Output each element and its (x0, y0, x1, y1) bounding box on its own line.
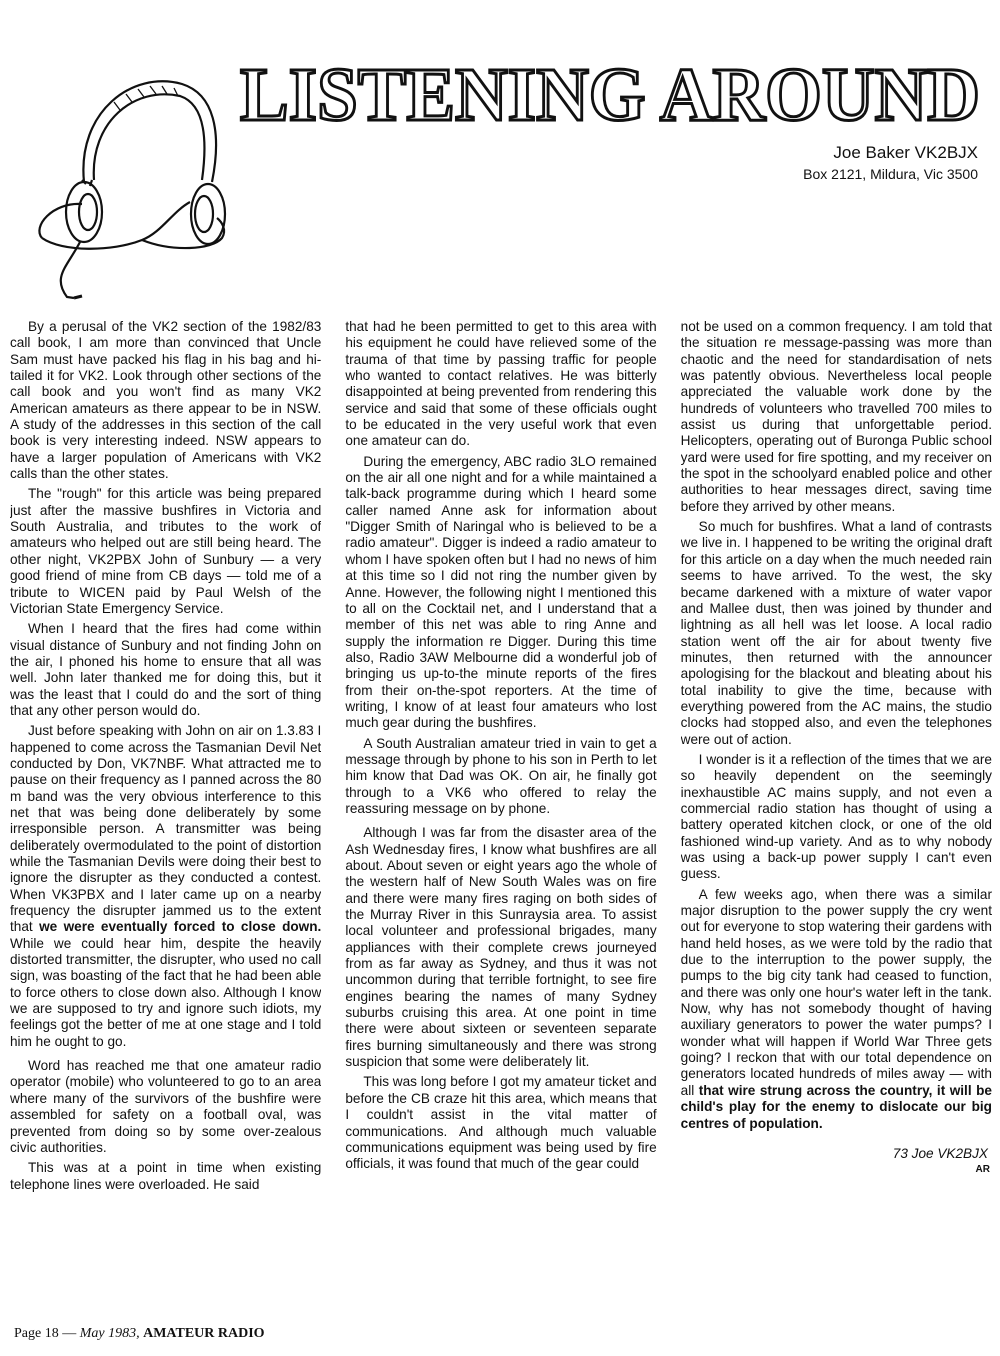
emphasis-text: that wire strung across the country, it will be child's play for the enemy to dislocate our big centres of population. (680, 1082, 992, 1131)
paragraph: So much for bushfires. What a land of contrasts we live in. I happened to be writing the original draft for this article on a day when the much needed rain seems to have arrived. To the west, the sky became darkened with a mixture of water vapor and Mallee dust, then was joined by thunder and lightning as all hell was let loose. A local radio station went off the air for about twenty five minutes, then returned with the announcer apologising for the blackout and bleating about his total inability to give the time, because with everything powered from the AC mains, the studio clocks had stopped also, and even the telephones were out of action. (680, 519, 992, 747)
emphasis-text: we were eventually forced to close down. (39, 919, 322, 935)
paragraph: not be used on a common frequency. I am told that the situation re message-passing was more than chaotic and the need for standardisation of nets was patently obvious. Nevertheless local people appreciated the valuable work done by the hundreds of volunteers who travelled 700 miles to assist us during that unforgettable period. Helicopters, operating out of Buronga Public school yard were used for fire spotting, and my receiver on the spot in the schoolyard enabled police and other authorities to hear messages direct, saving time before they arrived by other means. (680, 319, 992, 514)
column-2 (345, 319, 656, 1309)
page-title (230, 50, 990, 140)
paragraph: This was at a point in time when existing telephone lines were overloaded. He said (10, 1160, 322, 1192)
paragraph: I wonder is it a reflection of the times that we are so heavily dependent on the seemingly inexhaustible AC mains supply, and not even a commercial radio station has thought of using a battery operated kitchen clock, or one of the old fashioned wind-up variety. And as to why nobody was using a back-up power supply I can't even guess. (680, 751, 992, 882)
paragraph: This was long before I got my amateur ticket and before the CB craze hit this area, which means that I couldn't assist in the vital matter of communications. And although much valuable communications equipment was being used by fire officials, it was found that much of the gear could (345, 1074, 657, 1172)
paragraph: During the emergency, ABC radio 3LO remained on the air all one night and for a while maintained a talk-back programme during which I heard some caller named Anne ask for information about "Digger Smith of Naringal who is believed to be a radio amateur". Digger is indeed a radio amateur to whom I have spoken often but I had no news of him at this time so I did not ring the number given by Anne. However, the following night I mentioned this to all on the Cocktail net, and I understand that a member of this net was able to ring Anne and supply the information re Digger. During this time also, Radio 3AW Melbourne did a wonderful job of bringing us up-to-the minute reports of the fires from their on-the-spot reporters. At the time of writing, I know of at least four amateurs who lost much gear during the bushfires. (345, 453, 657, 731)
paragraph: Although I was far from the disaster area of the Ash Wednesday fires, I know what bushfires are all about. About seven or eight years ago the whole of the western half of New South Wales was on fire and there were many fires raging on both sides of the Murray River in this Sunraysia area. To assist local volunteer and professional brigades, many appliances with their complete crews journeyed from as far away as Sydney, and thus it was not uncommon during that terrible fortnight, to see fire engines bearing the names of many Sydney suburbs cruising this area. At one point in time there were about sixteen or seventeen separate fires burning simultaneously and there was strong suspicion that some were deliberately lit. (345, 825, 657, 1070)
column-3 (681, 319, 992, 1309)
issue-date: May 1983, (79, 1326, 140, 1341)
paragraph: The "rough" for this article was being prepared just after the massive bushfires in Victoria and South Australia, and tributes to the work of amateurs who helped out are still being heard. The other night, VK2PBX John of Sunbury — a very good friend of mine from CB days — told me of a tribute to WICEN paid by Paul Welsh of the Victorian State Emergency Service. (10, 486, 322, 616)
paragraph: By a perusal of the VK2 section of the 1982/83 call book, I am more than convinced that Uncle Sam must have packed his flag in his bag and hi-tailed it for VK2. Look through other sections of the call book and you won't find as many VK2 American amateurs as there appear to be in NSW. A study of the addresses in this section of the call book is very interesting indeed. NSW appears to have a larger population of Americans with VK2 calls than the other states. (10, 319, 322, 482)
paragraph: When I heard that the fires had come within visual distance of Sunbury and not finding John on the air, I phoned his home to ensure that all was well. John later thanked me for doing this, but it was the least that I could do and the sort of thing that any other person would do. (10, 621, 322, 718)
headphones-icon (22, 62, 227, 302)
paragraph: that had he been permitted to get to this area with his equipment he could have relieved some of the trauma of that time by passing traffic for people who wanted to contact relatives. He was bitterly disappointed at being prevented from rendering this service and said that some of these officials ought to be educated in the very useful work that even one amateur can do. (345, 319, 657, 449)
text-run: A few weeks ago, when there was a similar major disruption to the power supply the cry went out for everyone to stop watering their gardens with hand held hoses, as we were told by the radio that due to the interruption to the power supply, the pumps to the big city tank had ceased to function, and there was only one hour's water left in the tank. Now, why has not somebody thought of having auxiliary generators to power the water pumps? I wonder what will happen if World War Three gets going? I reckon that with our total dependence on generators located hundreds of miles away — with all (680, 886, 992, 1098)
article-body (10, 319, 992, 1309)
text-run: Just before speaking with John on air on 1.3.83 I happened to come across the Tasmanian Devil Net conducted by Don, VK7NBF. What attracted me to pause on their frequency as I panned across the 80 m band was the very obvious interference to this net that was being done deliberately by some irresponsible person. A transmitter was being deliberately overmodulated to the point of distortion while the Tasmanian Devils were doing their best to ignore the disrupter as they conducted a contest. When VK3PBX and I later came up on a nearby frequency the disrupter jammed us to the extent that (10, 723, 322, 935)
text-run: While we could hear him, despite the heavily distorted transmitter, the disrupter, who used no call sign, was boasting of the fact that he had been able to force others to close down also. Although I know we are supposed to try and ignore such idiots, my feelings got the better of me at one stage and I told him he ought to go. (10, 935, 322, 1049)
paragraph (10, 723, 321, 1050)
page-number: Page 18 — (14, 1326, 77, 1341)
author-name: Joe Baker VK2BJX (833, 143, 978, 162)
column-1 (10, 319, 321, 1309)
author-address: Box 2121, Mildura, Vic 3500 (803, 166, 978, 182)
end-mark: AR (975, 1164, 990, 1176)
paragraph: Word has reached me that one amateur radio operator (mobile) who volunteered to go to an area where many of the survivors of the bushfire were assembled for safety on a football oval, was prevented from doing so by some over-zealous civic authorities. (10, 1058, 322, 1155)
signoff: 73 Joe VK2BJX (892, 1145, 988, 1161)
page-footer (14, 1326, 265, 1342)
headphones-illustration (22, 62, 227, 302)
byline (803, 142, 978, 184)
magazine-name: AMATEUR RADIO (143, 1326, 265, 1341)
paragraph (681, 887, 992, 1132)
title-text: LISTENING AROUND (240, 53, 980, 137)
paragraph: A South Australian amateur tried in vain to get a message through by phone to his son in Perth to let him know that Dad was OK. On air, he finally got through to a VK6 who offered to relay the reassuring message on by phone. (345, 735, 657, 816)
